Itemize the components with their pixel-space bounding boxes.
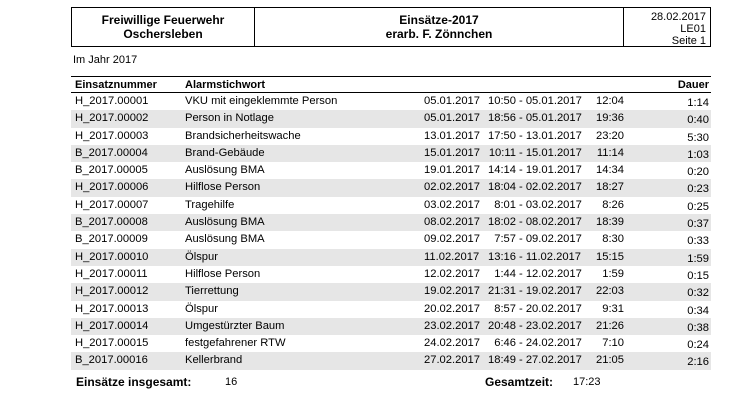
organization-box — [71, 7, 255, 47]
table-row — [71, 335, 711, 352]
start-time: 13:16 — [488, 250, 516, 263]
end-time: 18:27 — [596, 181, 624, 194]
end-date: - 15.01.2017 — [519, 146, 582, 159]
report-id: LE01 — [680, 23, 706, 35]
table-row — [71, 266, 711, 283]
start-time: 10:11 — [488, 146, 516, 159]
duration: 1:14 — [687, 97, 709, 109]
end-time: 21:05 — [596, 354, 624, 367]
incident-number: B_2017.00008 — [75, 216, 148, 229]
incident-number: H_2017.00015 — [75, 337, 149, 350]
alarm-keyword: Tragehilfe — [185, 198, 235, 211]
end-date: - 27.02.2017 — [519, 354, 582, 367]
start-date: 23.02.2017 — [424, 319, 480, 332]
alarm-keyword: Ölspur — [185, 302, 218, 315]
duration: 0:32 — [687, 287, 709, 300]
end-time: 11:14 — [596, 146, 624, 159]
total-count-label: Einsätze insgesamt: — [76, 375, 192, 389]
table-row — [71, 197, 711, 214]
duration: 0:38 — [687, 321, 709, 334]
end-time: 22:03 — [596, 285, 624, 298]
duration: 0:25 — [687, 200, 709, 213]
duration: 0:23 — [687, 183, 709, 196]
end-time: 14:34 — [596, 164, 624, 177]
total-time — [485, 375, 601, 389]
start-time: 10:50 — [488, 95, 516, 107]
end-time: 12:04 — [596, 95, 624, 107]
duration: 0:15 — [687, 269, 709, 282]
start-time: 7:57 — [494, 233, 516, 246]
duration: 1:59 — [687, 252, 709, 265]
column-header-keyword: Alarmstichwort — [185, 79, 266, 91]
end-time: 1:59 — [602, 267, 624, 280]
incident-number: H_2017.00001 — [75, 95, 149, 107]
end-date: - 03.02.2017 — [519, 198, 582, 211]
start-date: 27.02.2017 — [424, 354, 480, 367]
table-row — [71, 145, 711, 162]
duration: 0:34 — [687, 304, 709, 317]
alarm-keyword: Brand-Gebäude — [185, 146, 265, 159]
page-number: Seite 1 — [671, 35, 706, 47]
organization-location: Oschersleben — [123, 27, 203, 41]
end-date: - 13.01.2017 — [519, 129, 582, 142]
end-time: 7:10 — [602, 337, 624, 350]
incident-number: H_2017.00006 — [75, 181, 149, 194]
report-date: 28.02.2017 — [650, 11, 706, 23]
start-date: 19.02.2017 — [424, 285, 480, 298]
start-time: 18:49 — [488, 354, 516, 367]
alarm-keyword: Hilflose Person — [185, 267, 261, 280]
table-row — [71, 128, 711, 145]
start-date: 09.02.2017 — [424, 233, 480, 246]
report-title: Einsätze-2017 — [399, 13, 479, 27]
end-time: 19:36 — [596, 112, 624, 125]
end-date: - 19.01.2017 — [519, 164, 582, 177]
start-date: 05.01.2017 — [424, 95, 480, 107]
start-time: 1:44 — [494, 267, 516, 280]
start-date: 05.01.2017 — [424, 112, 480, 125]
start-time: 8:57 — [494, 302, 516, 315]
incident-number: H_2017.00013 — [75, 302, 149, 315]
end-date: - 05.01.2017 — [519, 95, 582, 107]
alarm-keyword: Person in Notlage — [185, 112, 274, 125]
end-time: 8:26 — [602, 198, 624, 211]
start-date: 24.02.2017 — [424, 337, 480, 350]
start-time: 17:50 — [488, 129, 516, 142]
report-author: erarb. F. Zönnchen — [385, 27, 493, 41]
end-time: 18:39 — [596, 216, 624, 229]
total-count-value: 16 — [225, 376, 238, 388]
alarm-keyword: Ölspur — [185, 250, 218, 263]
start-date: 08.02.2017 — [424, 216, 480, 229]
incident-number: B_2017.00004 — [75, 146, 148, 159]
end-time: 9:31 — [602, 302, 624, 315]
duration: 1:03 — [687, 148, 709, 161]
table-row — [71, 179, 711, 196]
incident-number: H_2017.00011 — [75, 267, 148, 280]
alarm-keyword: Tierrettung — [185, 285, 239, 298]
end-date: - 20.02.2017 — [519, 302, 582, 315]
alarm-keyword: festgefahrener RTW — [185, 337, 286, 350]
start-date: 03.02.2017 — [424, 198, 480, 211]
end-date: - 02.02.2017 — [519, 181, 582, 194]
duration: 0:33 — [687, 235, 709, 248]
table-row — [71, 231, 711, 248]
table-row — [71, 110, 711, 127]
start-time: 18:56 — [488, 112, 516, 125]
incident-number: H_2017.00014 — [75, 319, 149, 332]
incident-table-body — [71, 93, 711, 370]
alarm-keyword: Hilflose Person — [185, 181, 261, 194]
total-count — [76, 375, 238, 389]
start-time: 18:04 — [488, 181, 516, 194]
table-row — [71, 162, 711, 179]
start-time: 20:48 — [488, 319, 516, 332]
start-date: 19.01.2017 — [424, 164, 480, 177]
start-time: 6:46 — [494, 337, 516, 350]
duration: 0:37 — [687, 218, 709, 231]
end-time: 21:26 — [596, 319, 624, 332]
end-date: - 09.02.2017 — [519, 233, 582, 246]
column-header-duration: Dauer — [677, 79, 709, 91]
table-row — [71, 283, 711, 300]
alarm-keyword: VKU mit eingeklemmte Person — [185, 95, 338, 107]
incident-number: H_2017.00012 — [75, 285, 149, 298]
organization-name: Freiwillige Feuerwehr — [101, 13, 225, 27]
start-time: 8:01 — [494, 198, 516, 211]
duration: 0:40 — [687, 114, 709, 127]
report-title-box — [254, 7, 624, 47]
alarm-keyword: Auslösung BMA — [185, 164, 265, 177]
alarm-keyword: Kellerbrand — [185, 354, 243, 367]
alarm-keyword: Umgestürzter Baum — [185, 319, 285, 332]
end-date: - 19.02.2017 — [519, 285, 582, 298]
incident-number: B_2017.00016 — [75, 354, 148, 367]
incident-number: B_2017.00005 — [75, 164, 148, 177]
table-row — [71, 93, 711, 110]
end-time: 23:20 — [596, 129, 624, 142]
start-time: 21:31 — [488, 285, 516, 298]
end-date: - 23.02.2017 — [519, 319, 582, 332]
duration: 0:20 — [687, 166, 709, 179]
table-row — [71, 318, 711, 335]
total-time-value: 17:23 — [573, 376, 601, 388]
alarm-keyword: Auslösung BMA — [185, 233, 265, 246]
end-date: - 12.02.2017 — [519, 267, 582, 280]
duration: 5:30 — [687, 131, 709, 144]
duration: 0:24 — [687, 339, 709, 352]
start-date: 12.02.2017 — [424, 267, 480, 280]
start-date: 02.02.2017 — [424, 181, 480, 194]
end-time: 8:30 — [602, 233, 624, 246]
end-time: 15:15 — [596, 250, 624, 263]
table-row — [71, 249, 711, 266]
report-meta-box — [623, 7, 711, 47]
end-date: - 11.02.2017 — [519, 250, 581, 263]
table-row — [71, 352, 711, 369]
table-header — [71, 76, 711, 93]
total-time-label: Gesamtzeit: — [485, 375, 554, 389]
start-time: 18:02 — [488, 216, 516, 229]
report-subtitle: Im Jahr 2017 — [73, 54, 138, 66]
incident-number: H_2017.00003 — [75, 129, 149, 142]
incident-number: B_2017.00009 — [75, 233, 148, 246]
alarm-keyword: Brandsicherheitswache — [185, 129, 301, 142]
table-row — [71, 214, 711, 231]
column-header-number: Einsatznummer — [75, 79, 157, 91]
start-date: 20.02.2017 — [424, 302, 480, 315]
incident-number: H_2017.00007 — [75, 198, 149, 211]
table-row — [71, 301, 711, 318]
start-time: 14:14 — [488, 164, 516, 177]
end-date: - 05.01.2017 — [519, 112, 582, 125]
duration: 2:16 — [687, 356, 709, 369]
incident-number: H_2017.00002 — [75, 112, 149, 125]
end-date: - 08.02.2017 — [519, 216, 582, 229]
start-date: 15.01.2017 — [424, 146, 480, 159]
start-date: 11.02.2017 — [424, 250, 480, 263]
end-date: - 24.02.2017 — [519, 337, 582, 350]
incident-number: H_2017.00010 — [75, 250, 149, 263]
alarm-keyword: Auslösung BMA — [185, 216, 265, 229]
start-date: 13.01.2017 — [424, 129, 480, 142]
